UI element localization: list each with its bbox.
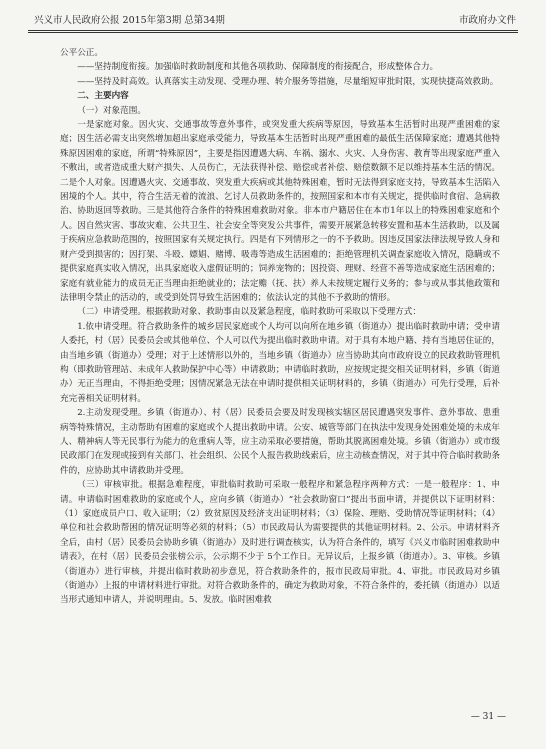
subsection-heading: （一）对象范围。 (77, 105, 146, 116)
page-body (60, 46, 500, 608)
header-publication-title: 兴义市人民政府公报 2015年第3期 总第34期 (34, 15, 225, 26)
body-paragraph: 1.依申请受理。符合救助条件的城乡居民家庭或个人均可以向所在地乡镇（街道办）提出临时救助申请；受申请人委托，村（居）民委员会或其他单位、个人可以代为提出临时救助申请。对于具有本地户籍、持有当地居住证的，由当地乡镇（街道办）受理；对于上述情形以外的，当地乡镇（街道办）应当协助其向市政府设立的民政救助管理机构（即救助管理站、未成年人救助保护中心等）申请救助；申请临时救助，应按规定提交相关证明材料，乡镇（街道办）无正当理由，不得拒绝受理；因情况紧急无法在申请时提供相关证明材料的，乡镇（街道办）可先行受理，后补充完善相关证明材料。 (60, 321, 500, 404)
page-header (28, 14, 518, 28)
body-paragraph: ——坚持制度衔接。加强临时救助制度和其他各项救助、保障制度的衔接配合，形成整体合力。 (77, 62, 439, 73)
page-number: — 31 — (470, 712, 506, 722)
header-rule-top (28, 30, 518, 31)
header-rule-bottom (28, 32, 518, 33)
section-heading: 二、主要内容 (77, 91, 129, 102)
body-paragraph: （三）审核审批。根据急难程度，审批临时救助可采取一般程序和紧急程序两种方式：一是一般程序：1、申请。申请临时困难救助的家庭或个人，应向乡镇（街道办）“社会救助窗口”提出书面申请，并提供以下证明材料：（1）家庭成员户口、收入证明；（2）致贫原因及经济支出证明材料；（3）保险、理赔、受助情况等证明材料；（4）单位和社会救助帮困的情况证明等必须的材料；（5）市民政局认为需要提供的其他证明材料。2、公示。申请材料齐全后，由村（居）民委员会协助乡镇（街道办）及时进行调查核实，认为符合条件的，填写《兴义市临时困难救助申请表》，在村（居）民委员会张榜公示，公示期不少于 5个工作日。无异议后，上报乡镇（街道办）。3、审核。乡镇 （街道办）进行审核，并提出临时救助初步意见，符合救助条件的，报市民政局审批。4、审批。市民政局对乡镇 （街道办）上报的申请材料进行审批。对符合救助条件的，确定为救助对象，不符合条件的，委托镇（街道办）以适当形式通知申请人，并说明理由。5、发放。临时困难救 (60, 480, 500, 606)
body-paragraph: 2.主动发现受理。乡镇（街道办）、村（居）民委员会要及时发现核实辖区居民遭遇突发事件、意外事故、患重病等特殊情况，主动帮助有困难的家庭或个人提出救助申请。公安、城管等部门在执法中发现身处困难处境的未成年人、精神病人等无民事行为能力的危重病人等，应主动采取必要措施，帮助其脱离困难处境。乡镇（街道办）或市级民政部门在发现或接到有关部门、社会组织、公民个人报告救助线索后，应主动核查情况，对于其中符合临时救助条件的，应协助其申请救助并受理。 (60, 408, 500, 476)
body-paragraph: （二）申请受理。根据救助对象、救助事由以及紧急程度，临时救助可采取以下受理方式： (77, 307, 421, 318)
body-paragraph: 公平公正。 (60, 48, 103, 58)
body-paragraph: 一是家庭对象。因火灾、交通事故等意外事件，或突发重大疾病等原因，导致基本生活暂时出现严重困难的家庭；因生活必需支出突然增加超出家庭承受能力，导致基本生活暂时出现严重困难的最低生活保障家庭；遭遇其他特殊原因困难的家庭，所谓“特殊原因”，主要是指因遭遇大病、车祸、溺水、火灾、人身伤害、教育等出现家庭严重入不敷出，或者造成重大财产损失、人员伤亡，无法获得补偿、赔偿或者补偿、赔偿数额不足以维持基本生活的情况。二是个人对象。因遭遇火灾、交通事故、突发重大疾病或其他特殊困难，暂时无法得到家庭支持，导致基本生活陷入困境的个人。其中，符合生活无着的流浪、乞讨人员救助条件的，按照国家和本市有关规定，提供临时食宿、急病救治、协助返回等救助。三是其他符合条件的特殊困难救助对象。非本市户籍居住在本市1年以上的特殊困难家庭和个人。因自然灾害、事故灾难、公共卫生、社会安全等突发公共事件，需要开展紧急转移安置和基本生活救助，以及属于疾病应急救助范围的，按照国家有关规定执行。四是有下列情形之一的不予救助。因违反国家法律法规导致人身和财产受到损害的；因打架、斗殴、嫖娼、赌博、吸毒等造成生活困难的；拒绝管理机关调查家庭收入情况，隐瞒或不提供家庭真实收入情况，出具家庭收入虚假证明的；饲养宠物的；因投资、理财、经营不善等造成家庭生活困难的；家庭有就业能力的成员无正当理由拒绝就业的；法定赡（抚、扶）养人未按规定履行义务的；参与或从事其他政策和法律明令禁止的活动的，或受到处罚导致生活困难的；依法认定的其他不予救助的情形。 (60, 120, 500, 303)
body-paragraph: ——坚持及时高效。认真落实主动发现、受理办理、转介服务等措施，尽量缩短审批时限，实现快捷高效救助。 (77, 76, 499, 87)
header-section-title: 市政府办文件 (458, 15, 516, 26)
